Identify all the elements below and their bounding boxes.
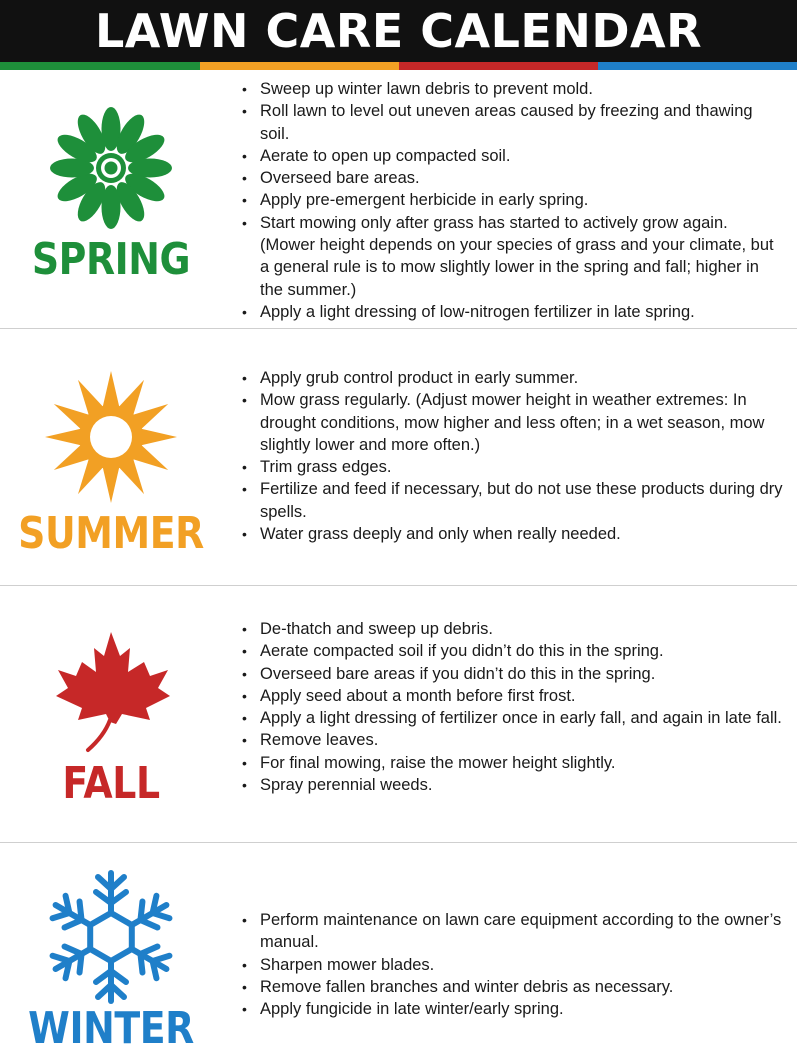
list-item: • Fertilize and feed if necessary, but do not use these products during dry spells.: [240, 478, 785, 523]
list-item: • Apply seed about a month before first frost.: [240, 685, 785, 707]
season-name-fall: FALL: [62, 758, 160, 809]
list-item: • Apply grub control product in early summer.: [240, 367, 785, 389]
maple-leaf-icon: [46, 626, 176, 756]
list-item: • Remove fallen branches and winter debris as necessary.: [240, 976, 785, 998]
winter-section: [0, 843, 797, 1055]
summer-section: [0, 329, 797, 585]
fall-task-list: [240, 618, 785, 796]
list-item: • Apply pre-emergent herbicide in early spring.: [240, 189, 785, 211]
list-item: • Overseed bare areas if you didn’t do this in the spring.: [240, 663, 785, 685]
list-item: • Perform maintenance on lawn care equipment according to the owner’s manual.: [240, 909, 785, 954]
list-item: • Sweep up winter lawn debris to prevent mold.: [240, 78, 785, 100]
fall-section: [0, 586, 797, 842]
color-stripe-green: [0, 62, 200, 70]
list-item: • Water grass deeply and only when really needed.: [240, 523, 785, 545]
color-stripe-blue: [598, 62, 797, 70]
season-name-spring: SPRING: [31, 234, 191, 285]
sun-icon: [41, 367, 181, 507]
list-item: • Apply a light dressing of low-nitrogen fertilizer in late spring.: [240, 301, 785, 323]
list-item: • Start mowing only after grass has started to actively grow again. (Mower height depends on your species of grass and your climate, but a general rule is to mow slightly lower in the spring and fall; higher in the summer.): [240, 212, 785, 301]
summer-task-list: [240, 367, 785, 545]
color-stripe-red: [399, 62, 598, 70]
winter-task-list: [240, 909, 785, 1020]
list-item: • Mow grass regularly. (Adjust mower height in weather extremes: In drought conditions, mow higher and less often; in a wet season, mow slightly lower and more often.): [240, 389, 785, 456]
list-item: • Apply fungicide in late winter/early spring.: [240, 998, 785, 1020]
list-item: • Apply a light dressing of fertilizer once in early fall, and again in late fall.: [240, 707, 785, 729]
season-name-winter: WINTER: [28, 1003, 194, 1054]
title-banner: [0, 0, 797, 62]
season-name-summer: SUMMER: [18, 508, 204, 559]
list-item: • Remove leaves.: [240, 729, 785, 751]
spring-task-list: [240, 78, 785, 323]
list-item: • Sharpen mower blades.: [240, 954, 785, 976]
spring-section: [0, 70, 797, 328]
page-title: LAWN CARE CALENDAR: [94, 4, 703, 58]
list-item: • Aerate to open up compacted soil.: [240, 145, 785, 167]
list-item: • De-thatch and sweep up debris.: [240, 618, 785, 640]
flower-icon: [49, 106, 173, 230]
list-item: • Trim grass edges.: [240, 456, 785, 478]
list-item: • Roll lawn to level out uneven areas caused by freezing and thawing soil.: [240, 100, 785, 145]
list-item: • Spray perennial weeds.: [240, 774, 785, 796]
snowflake-icon: [37, 867, 185, 1007]
list-item: • Overseed bare areas.: [240, 167, 785, 189]
list-item: • Aerate compacted soil if you didn’t do this in the spring.: [240, 640, 785, 662]
list-item: • For final mowing, raise the mower height slightly.: [240, 752, 785, 774]
color-stripe-orange: [200, 62, 399, 70]
